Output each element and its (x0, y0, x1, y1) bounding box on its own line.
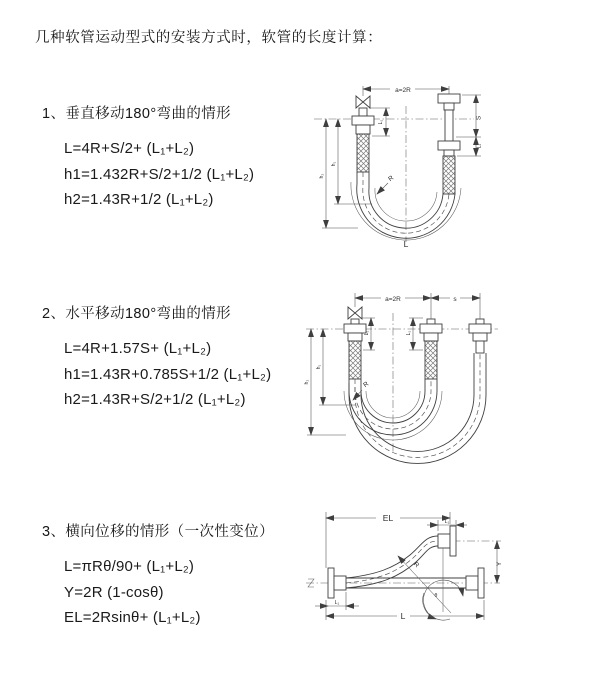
section-vertical-bend (42, 104, 254, 213)
label-l-total: L (400, 611, 406, 621)
diagram-lateral-displacement (298, 498, 598, 643)
dimension-a-2r (355, 293, 480, 319)
section-horizontal-bend (42, 304, 271, 413)
right-pipe-fitting (469, 319, 491, 353)
section-lateral-displacement (42, 522, 274, 631)
formula-h2: h2=1.43R+1/2 (L₁+L₂) (64, 191, 214, 208)
valve-icon (356, 96, 370, 108)
label-l-total: L (403, 239, 409, 249)
label-s: s (453, 296, 457, 303)
page-title: 几种软管运动型式的安装方式时，软管的长度计算： (35, 30, 383, 46)
label-h2: h₂ (319, 173, 325, 179)
label-a-2r: a=2R (385, 296, 401, 303)
dimension-l1-bottom (315, 592, 359, 610)
label-l1: L₁ (476, 143, 483, 149)
label-el: EL (382, 513, 394, 523)
diagram-vertical-180-bend (306, 76, 596, 266)
formula-el: EL=2Rsinθ+ (L₁+L₂) (64, 609, 201, 626)
formula-length: L=4R+1.57S+ (L₁+L₂) (64, 340, 212, 357)
label-h2: h₂ (304, 379, 310, 385)
label-l1: L₁ (378, 119, 384, 125)
label-r: R (387, 174, 396, 183)
dimension-l (326, 600, 484, 621)
top-right-flange (438, 526, 456, 556)
dimension-el (326, 511, 450, 568)
label-h1: h₁ (316, 364, 322, 370)
dimension-y (496, 541, 503, 583)
dimension-a-2r (363, 85, 449, 96)
formula-length: L=4R+S/2+ (L₁+L₂) (64, 140, 195, 157)
formula-h1: h1=1.432R+S/2+1/2 (L₁+L₂) (64, 165, 255, 183)
formula-h2: h2=1.43R+S/2+1/2 (L₁+L₂) (64, 391, 246, 408)
section-3-heading: 3、横向位移的情形（一次性变位） (42, 524, 274, 540)
dimension-l1-top (427, 519, 467, 531)
label-s: S (475, 115, 483, 121)
right-pipe-fitting (438, 94, 460, 194)
section-2-heading: 2、水平移动180°弯曲的情形 (42, 306, 232, 322)
s-curve-hose (346, 536, 438, 588)
dimension-l1-middle (406, 318, 423, 350)
valve-icon (348, 307, 362, 319)
left-pipe-fitting (344, 319, 366, 379)
left-pipe-fitting (352, 108, 374, 172)
diagram-horizontal-180-bend (298, 283, 598, 478)
formula-y: Y=2R (1-cosθ) (64, 583, 164, 601)
formula-length: L=πRθ/90+ (L₁+L₂) (64, 558, 195, 575)
label-y: Y (496, 561, 503, 567)
dimension-h2 (304, 329, 346, 435)
label-a-2r: a=2R (395, 87, 411, 94)
label-l1: L₁ (406, 330, 412, 336)
label-l1: L₁ (364, 330, 370, 336)
dimension-s (431, 294, 480, 303)
label-h1: h₁ (331, 161, 337, 167)
label-r: R (362, 380, 371, 389)
radius-callout (377, 174, 395, 194)
label-r: R (411, 560, 421, 570)
label-l1: L₁ (334, 600, 340, 606)
label-l1: L₁ (444, 519, 450, 525)
label-theta: θ (434, 593, 438, 599)
left-flange (328, 568, 346, 598)
dimension-h2 (319, 119, 358, 228)
displaced-hose-u-bend (349, 353, 486, 463)
formula-h1: h1=1.43R+0.785S+1/2 (L₁+L₂) (64, 365, 272, 383)
section-1-heading: 1、垂直移动180°弯曲的情形 (42, 106, 232, 122)
bottom-right-flange (466, 568, 484, 598)
middle-pipe-fitting (420, 319, 442, 379)
